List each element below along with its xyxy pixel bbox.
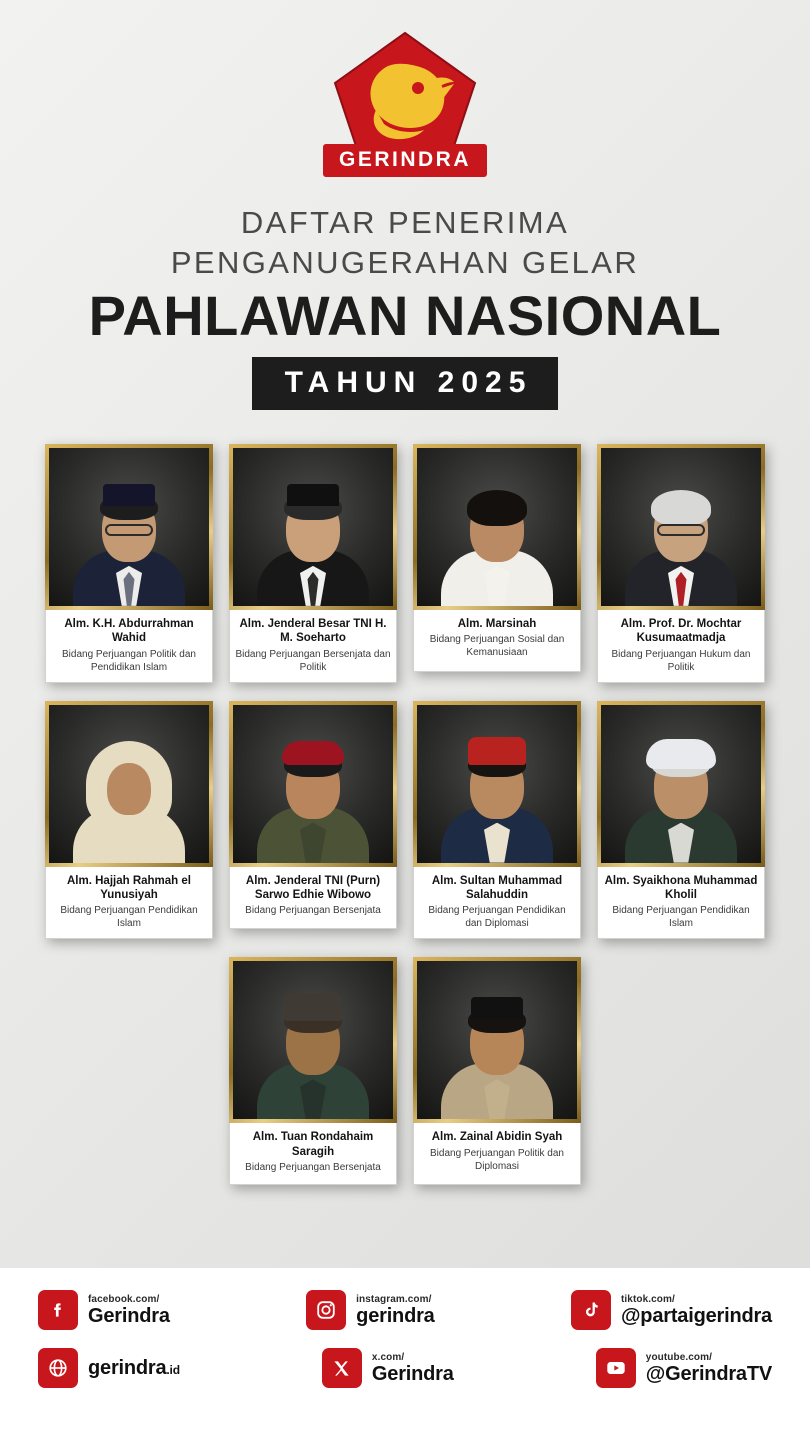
social-link[interactable]: [306, 1290, 434, 1330]
honoree-row-1: [34, 444, 776, 683]
instagram-icon[interactable]: [306, 1290, 346, 1330]
social-url: facebook.com/: [88, 1293, 160, 1305]
social-handle: gerindra.id: [88, 1357, 180, 1379]
honoree-caption: [413, 867, 581, 940]
honoree-name: Alm. K.H. Abdurrahman Wahid: [64, 617, 194, 645]
honoree-name: Alm. Tuan Rondahaim Saragih: [252, 1131, 374, 1158]
eyeglasses-icon: [105, 524, 153, 536]
social-url: youtube.com/: [645, 1351, 712, 1363]
honoree-field: Bidang Perjuangan Bersenjata: [245, 1162, 381, 1174]
honoree-name: Alm. Jenderal TNI (Purn) Sarwo Edhie Wibowo: [245, 874, 381, 901]
honoree-portrait: [229, 444, 397, 610]
peci-icon: [471, 997, 523, 1019]
headline-main: PAHLAWAN NASIONAL: [88, 284, 722, 348]
honoree-card: [229, 444, 397, 683]
honoree-portrait: [597, 701, 765, 867]
songkok-icon: [284, 993, 342, 1021]
honoree-field: Bidang Perjuangan Bersenjata: [245, 905, 381, 917]
honoree-field: Bidang Perjuangan Pendidikan Islam: [612, 905, 750, 930]
social-link[interactable]: [322, 1348, 454, 1388]
honoree-caption: [45, 867, 213, 940]
honoree-field: Bidang Perjuangan Sosial dan Kemanusiaan: [429, 634, 565, 659]
social-handle: Gerindra: [88, 1304, 170, 1327]
honoree-grid: [0, 444, 810, 1186]
x-icon[interactable]: [322, 1348, 362, 1388]
social-url: x.com/: [371, 1351, 405, 1363]
honoree-portrait: [413, 444, 581, 610]
headline-line-1: DAFTAR PENERIMA: [240, 205, 570, 240]
honoree-caption: [229, 1123, 397, 1185]
social-url: tiktok.com/: [621, 1293, 675, 1305]
honoree-field: Bidang Perjuangan Bersenjata dan Politik: [235, 648, 391, 673]
honoree-name: Alm. Syaikhona Muhammad Kholil: [604, 874, 758, 901]
honoree-caption: [597, 867, 765, 940]
honoree-field: Bidang Perjuangan Politik dan Pendidikan Islam: [62, 648, 196, 673]
social-link[interactable]: [596, 1348, 772, 1388]
honoree-caption: [597, 610, 765, 683]
social-handle: gerindra: [356, 1304, 435, 1327]
tiktok-icon[interactable]: [571, 1290, 611, 1330]
social-handle: @GerindraTV: [645, 1362, 772, 1385]
peci-icon: [103, 484, 155, 506]
honoree-card: [229, 957, 397, 1185]
honoree-row-2: [34, 701, 776, 940]
honoree-row-3: [34, 957, 776, 1185]
honoree-portrait: [229, 701, 397, 867]
footer-social-bar: [0, 1268, 810, 1440]
social-url: instagram.com/: [356, 1293, 432, 1305]
honoree-caption: [45, 610, 213, 683]
honoree-portrait: [45, 444, 213, 610]
social-handle: Gerindra: [371, 1362, 454, 1385]
turban-icon: [646, 739, 716, 769]
social-row-1: [38, 1290, 772, 1330]
social-row-2: [38, 1348, 772, 1388]
brand-name: GERINDRA: [323, 144, 487, 177]
honoree-caption: [229, 867, 397, 929]
honoree-name: Alm. Zainal Abidin Syah: [431, 1131, 563, 1144]
website-icon[interactable]: [38, 1348, 78, 1388]
headline-year-badge: TAHUN 2025: [252, 357, 559, 410]
honoree-portrait: [413, 701, 581, 867]
honoree-name: Alm. Sultan Muhammad Salahuddin: [431, 874, 563, 901]
beret-icon: [282, 741, 344, 765]
honoree-field: Bidang Perjuangan Pendidikan Islam: [60, 905, 198, 930]
page-title: [0, 203, 810, 410]
songkok-icon: [468, 737, 526, 765]
youtube-icon[interactable]: [596, 1348, 636, 1388]
honoree-name: Alm. Jenderal Besar TNI H. M. Soeharto: [239, 617, 387, 645]
social-link[interactable]: [38, 1290, 170, 1330]
honoree-field: Bidang Perjuangan Politik dan Diplomasi: [430, 1147, 564, 1172]
honoree-card: [413, 957, 581, 1185]
honoree-card: [597, 701, 765, 940]
honoree-portrait: [597, 444, 765, 610]
social-link[interactable]: [38, 1348, 180, 1388]
honoree-name: Alm. Prof. Dr. Mochtar Kusumaatmadja: [620, 617, 742, 645]
peci-icon: [287, 484, 339, 506]
honoree-card: [597, 444, 765, 683]
honoree-portrait: [413, 957, 581, 1123]
honoree-portrait: [45, 701, 213, 867]
honoree-card: [413, 701, 581, 940]
honoree-field: Bidang Perjuangan Hukum dan Politik: [611, 648, 751, 673]
brand-logo-block: [0, 0, 810, 177]
social-link[interactable]: [571, 1290, 772, 1330]
honoree-caption: [413, 610, 581, 672]
honoree-portrait: [229, 957, 397, 1123]
social-handle: @partaigerindra: [621, 1304, 772, 1327]
honoree-name: Alm. Marsinah: [457, 617, 537, 630]
honoree-card: [45, 444, 213, 683]
honoree-card: [45, 701, 213, 940]
honoree-caption: [413, 1123, 581, 1185]
facebook-icon[interactable]: [38, 1290, 78, 1330]
honoree-name: Alm. Hajjah Rahmah el Yunusiyah: [67, 874, 191, 901]
honoree-field: Bidang Perjuangan Pendidikan dan Diplomasi: [428, 905, 566, 930]
honoree-card: [229, 701, 397, 940]
headline-line-2: PENGANUGERAHAN GELAR: [170, 244, 640, 280]
honoree-card: [413, 444, 581, 683]
honoree-caption: [229, 610, 397, 683]
eyeglasses-icon: [657, 524, 705, 536]
